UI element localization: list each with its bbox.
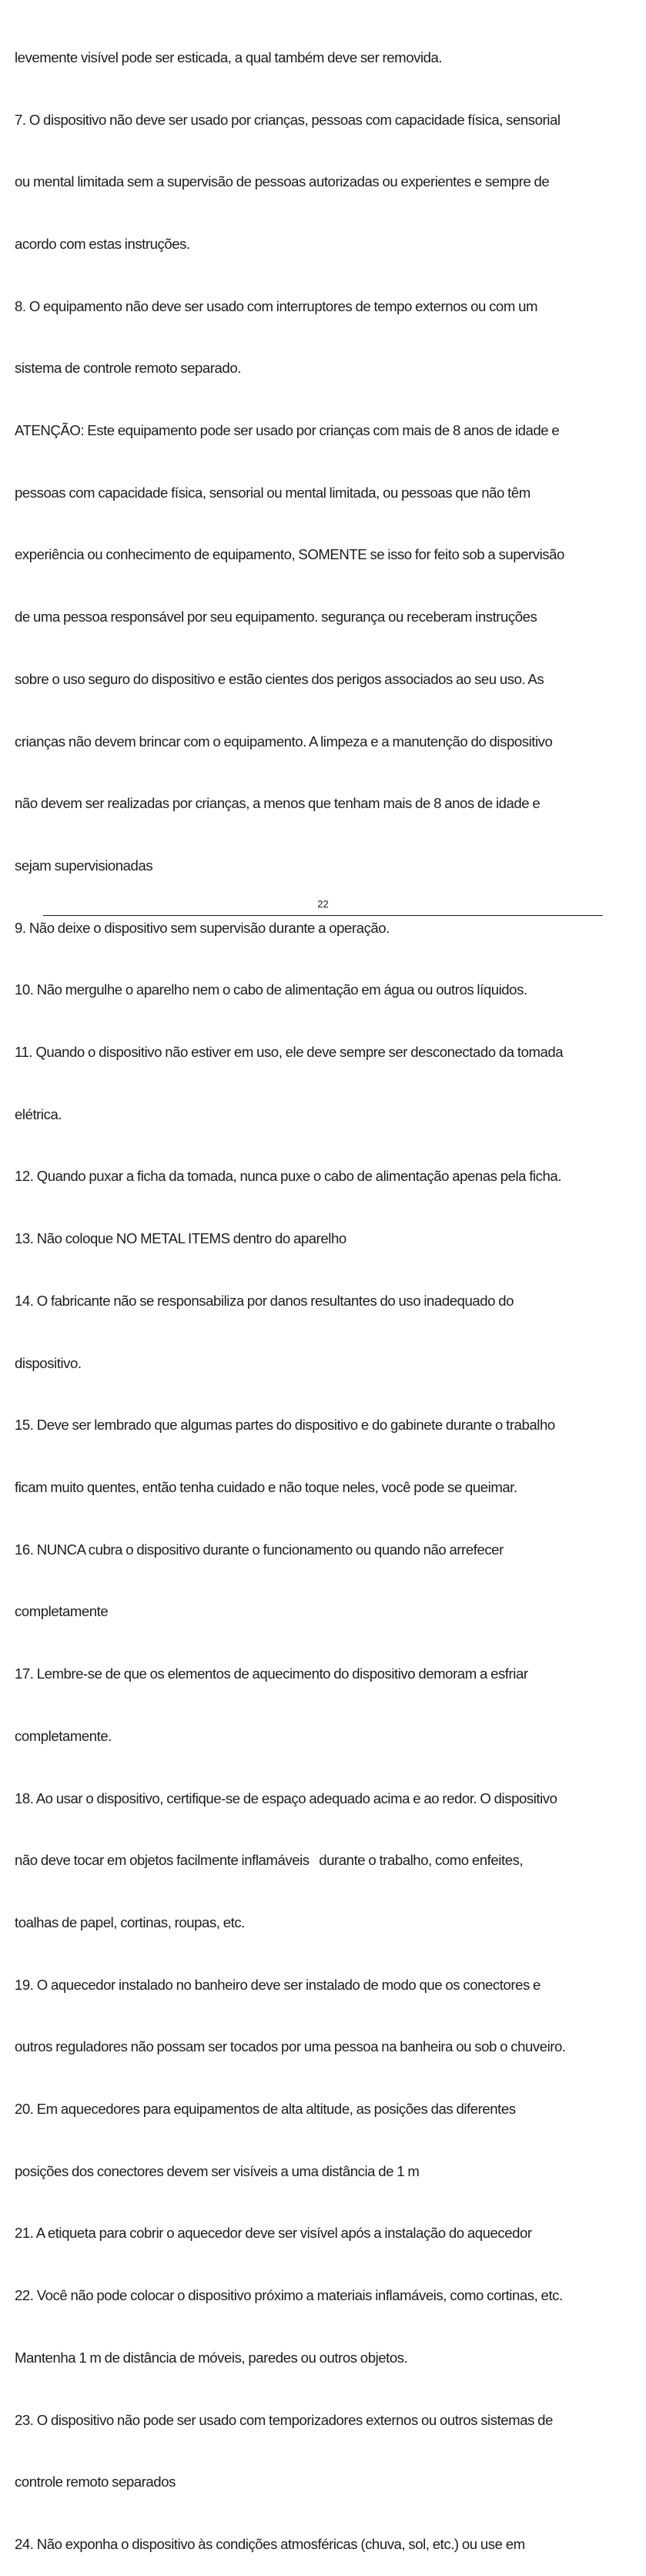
- text-line: sistema de controle remoto separado.: [15, 360, 241, 377]
- text-line: 10. Não mergulhe o aparelho nem o cabo de alimentação em água ou outros líquidos.: [15, 981, 527, 998]
- text-line: 19. O aquecedor instalado no banheiro deve ser instalado de modo que os conectores e: [15, 1976, 541, 1993]
- text-line: 14. O fabricante não se responsabiliza por danos resultantes do uso inadequado do: [15, 1292, 514, 1309]
- text-line: crianças não devem brincar com o equipamento. A limpeza e a manutenção do dispositivo: [15, 733, 553, 750]
- text-line: 11. Quando o dispositivo não estiver em uso, ele deve sempre ser desconectado da tomada: [15, 1044, 564, 1061]
- text-line: controle remoto separados: [15, 2474, 176, 2490]
- text-line: toalhas de papel, cortinas, roupas, etc.: [15, 1914, 245, 1930]
- text-line: levemente visível pode ser esticada, a qual também deve ser removida.: [15, 49, 443, 65]
- text-line: sejam supervisionadas: [15, 857, 153, 874]
- text-line: completamente.: [15, 1727, 112, 1744]
- text-line: ATENÇÃO: Este equipamento pode ser usado por crianças com mais de 8 anos de idade e: [15, 422, 560, 439]
- text-line: 17. Lembre-se de que os elementos de aquecimento do dispositivo demoram a esfriar: [15, 1665, 528, 1682]
- text-line: 23. O dispositivo não pode ser usado com temporizadores externos ou outros sistemas de: [15, 2411, 553, 2428]
- text-line: 21. A etiqueta para cobrir o aquecedor deve ser visível após a instalação do aquecedor: [15, 2225, 532, 2242]
- text-line: experiência ou conhecimento de equipamento, SOMENTE se isso for feito sob a supervisão: [15, 546, 564, 563]
- manual-page-body: [15, 6, 640, 2576]
- text-line: 15. Deve ser lembrado que algumas partes do dispositivo e do gabinete durante o trabalho: [15, 1417, 555, 1434]
- text-line: não devem ser realizadas por crianças, a menos que tenham mais de 8 anos de idade e: [15, 795, 541, 812]
- text-line: 7. O dispositivo não deve ser usado por crianças, pessoas com capacidade física, sensorial: [15, 111, 561, 128]
- text-line: pessoas com capacidade física, sensorial ou mental limitada, ou pessoas que não têm: [15, 484, 531, 501]
- text-line: Mantenha 1 m de distância de móveis, paredes ou outros objetos.: [15, 2349, 408, 2366]
- text-line: 8. O equipamento não deve ser usado com interruptores de tempo externos ou com um: [15, 297, 538, 314]
- text-line: de uma pessoa responsável por seu equipamento. segurança ou receberam instruções: [15, 609, 537, 626]
- text-line: 16. NUNCA cubra o dispositivo durante o funcionamento ou quando não arrefecer: [15, 1541, 504, 1558]
- footer-divider: [43, 915, 603, 916]
- text-line: 22. Você não pode colocar o dispositivo próximo a materiais inflamáveis, como cortinas, etc.: [15, 2287, 563, 2304]
- text-line: 12. Quando puxar a ficha da tomada, nunca puxe o cabo de alimentação apenas pela ficha.: [15, 1168, 562, 1185]
- text-line: sobre o uso seguro do dispositivo e estão cientes dos perigos associados ao seu uso. As: [15, 670, 544, 687]
- text-line: completamente: [15, 1603, 109, 1620]
- text-line: dispositivo.: [15, 1354, 82, 1371]
- text-line: elétrica.: [15, 1105, 62, 1122]
- text-line: ou mental limitada sem a supervisão de pessoas autorizadas ou experientes e sempre de: [15, 173, 550, 190]
- text-line: outros reguladores não possam ser tocados por uma pessoa na banheira ou sob o chuveiro.: [15, 2038, 566, 2055]
- text-line: não deve tocar em objetos facilmente inflamáveis durante o trabalho, como enfeites,: [15, 1852, 524, 1869]
- text-line: 13. Não coloque NO METAL ITEMS dentro do aparelho: [15, 1230, 346, 1247]
- text-line: ficam muito quentes, então tenha cuidado e não toque neles, você pode se queimar.: [15, 1478, 517, 1495]
- text-line: 9. Não deixe o dispositivo sem supervisão durante a operação.: [15, 919, 390, 936]
- text-line: 18. Ao usar o dispositivo, certifique-se de espaço adequado acima e ao redor. O dispositivo: [15, 1789, 557, 1806]
- text-line: posições dos conectores devem ser visíveis a uma distância de 1 m: [15, 2162, 420, 2179]
- text-line: 20. Em aquecedores para equipamentos de alta altitude, as posições das diferentes: [15, 2101, 516, 2118]
- text-line: 24. Não exponha o dispositivo às condições atmosféricas (chuva, sol, etc.) ou use em: [15, 2535, 525, 2552]
- text-line: acordo com estas instruções.: [15, 235, 190, 252]
- page-number: 22: [317, 898, 329, 910]
